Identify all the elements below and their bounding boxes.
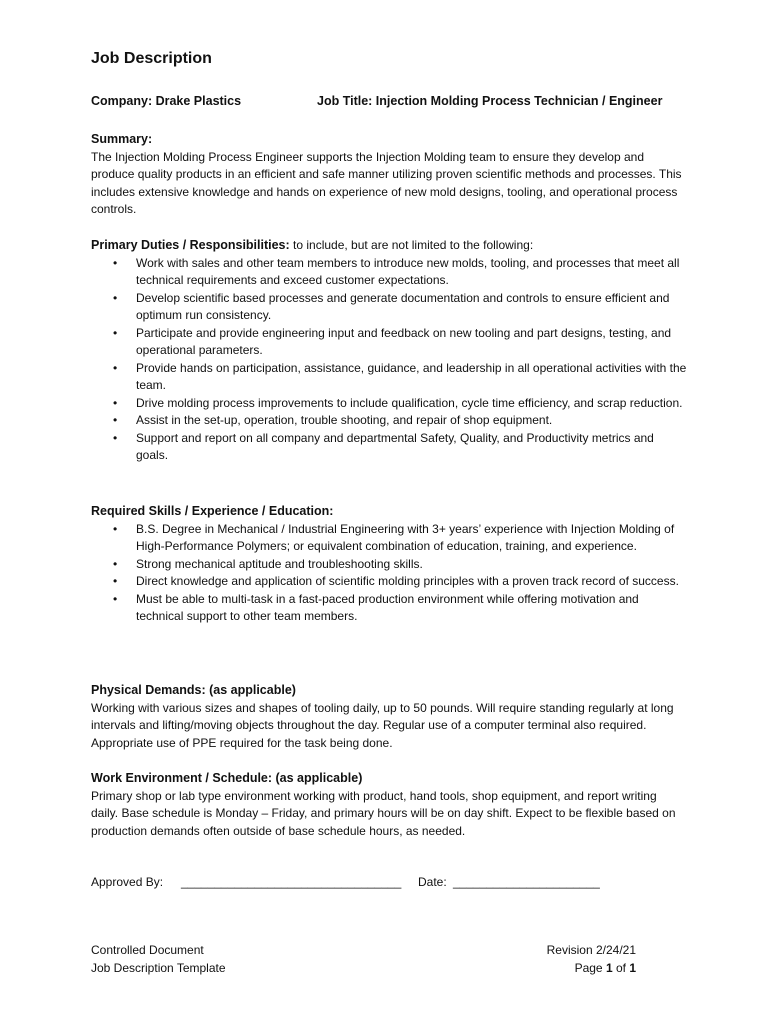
footer-right: [547, 942, 636, 977]
document-status: Controlled Document: [91, 943, 204, 957]
duties-section: [91, 237, 687, 465]
template-name: Job Description Template: [91, 960, 226, 975]
duties-list: [91, 255, 687, 465]
skills-heading: Required Skills / Experience / Education:: [91, 504, 334, 518]
page-number: [547, 960, 636, 978]
list-item: • Drive molding process improvements to include qualification, cycle time efficiency, and scrap reduction.: [91, 395, 687, 413]
list-item: • Develop scientific based processes and generate documentation and controls to ensure efficient and optimum run consistency.: [91, 290, 687, 325]
summary-section: [91, 131, 687, 219]
environment-section: [91, 770, 687, 840]
job-title: Job Title: Injection Molding Process Technician / Engineer: [317, 94, 663, 108]
duties-subheading: to include, but are not limited to the following:: [289, 238, 534, 252]
list-item: • Support and report on all company and departmental Safety, Quality, and Productivity metrics and goals.: [91, 430, 687, 465]
page-prefix: Page: [574, 960, 606, 975]
environment-heading: Work Environment / Schedule: (as applicable): [91, 771, 363, 785]
document-title: Job Description: [91, 50, 212, 67]
list-item: • Provide hands on participation, assistance, guidance, and leadership in all operational activities with the team.: [91, 360, 687, 395]
summary-heading: Summary:: [91, 132, 153, 146]
list-item: • Participate and provide engineering input and feedback on new tooling and part designs, testing, and operational parameters.: [91, 325, 687, 360]
summary-text: The Injection Molding Process Engineer supports the Injection Molding team to ensure they develop and produce quality products in an efficient and safe manner utilizing proven scientific methods and processes. This includes extensive knowledge and hands on experience of new mold designs, tooling, and operational process controls.: [91, 149, 682, 216]
list-item: • Must be able to multi-task in a fast-paced production environment while offering motivation and technical support to other team members.: [91, 591, 687, 626]
list-item: • Work with sales and other team members to introduce new molds, tooling, and processes that meet all technical requirements and exceed customer expectations.: [91, 255, 687, 290]
physical-section: [91, 682, 687, 752]
skills-list: [91, 521, 687, 626]
list-item: • B.S. Degree in Mechanical / Industrial Engineering with 3+ years’ experience with Injection Molding of High-Performance Polymers; or equivalent combination of education, training, and experience.: [91, 521, 687, 556]
list-item: • Direct knowledge and application of scientific molding principles with a proven track record of success.: [91, 573, 687, 591]
date-label: Date:: [418, 875, 447, 889]
environment-text: Primary shop or lab type environment working with product, hand tools, shop equipment, and report writing daily. Base schedule is Monday – Friday, and primary hours will be on day shift. Expect to be flexible based on production demands often outside of base schedule hours, as needed.: [91, 788, 676, 838]
revision-date: Revision 2/24/21: [546, 943, 636, 957]
duties-heading: [91, 237, 687, 255]
duties-heading-label: Primary Duties / Responsibilities:: [91, 238, 290, 252]
page-total: 1: [629, 960, 636, 975]
skills-section: [91, 503, 687, 626]
footer-left: [91, 942, 226, 977]
physical-heading: Physical Demands: (as applicable): [91, 683, 296, 697]
list-item: • Strong mechanical aptitude and troubleshooting skills.: [91, 556, 687, 574]
approved-by-signature-line: _________________________________: [181, 875, 402, 889]
list-item: • Assist in the set-up, operation, trouble shooting, and repair of shop equipment.: [91, 412, 687, 430]
page-of: of: [612, 960, 630, 975]
approved-by-label: Approved By:: [91, 875, 164, 889]
date-line: ______________________: [453, 875, 600, 889]
page-current: 1: [605, 960, 613, 975]
physical-text: Working with various sizes and shapes of tooling daily, up to 50 pounds. Will require standing regularly at long intervals and lifting/moving objects throughout the day. Regular use of a computer terminal also required. Appropriate use of PPE required for the task being done.: [91, 700, 674, 750]
company-name: Company: Drake Plastics: [91, 94, 242, 108]
